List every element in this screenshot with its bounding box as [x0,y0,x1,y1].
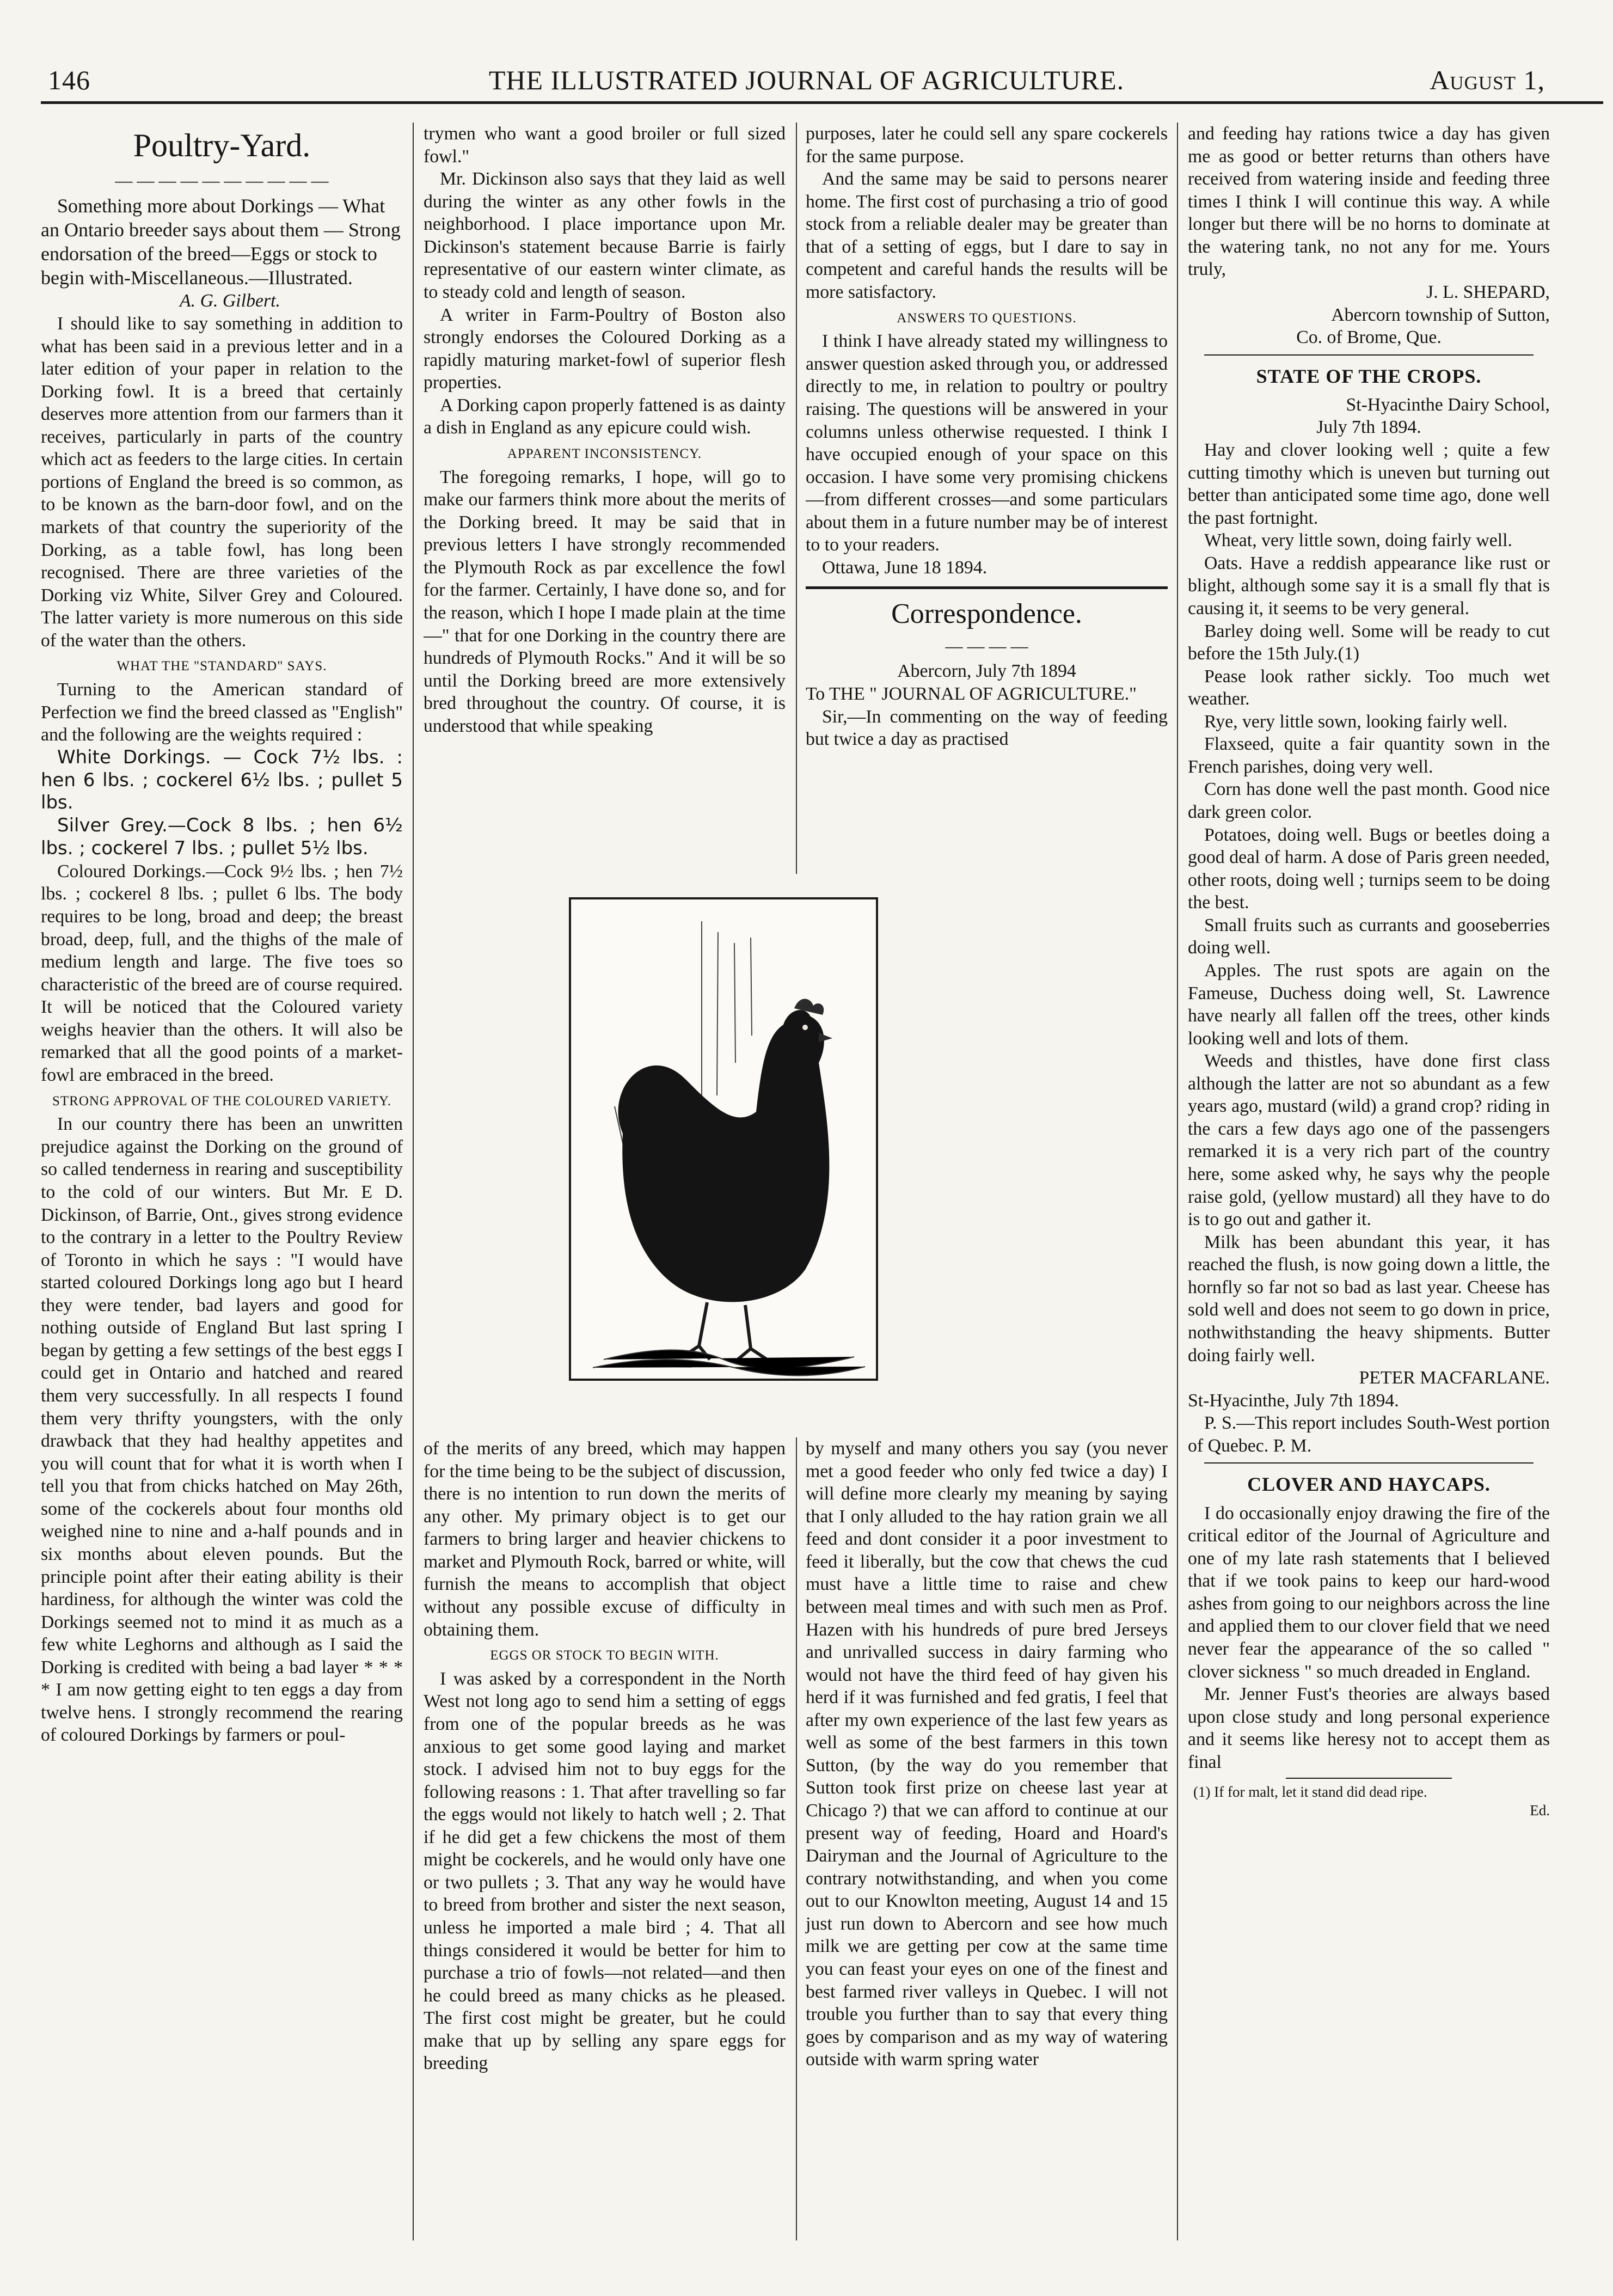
paragraph: Hay and clover looking well ; quite a few cutting timothy which is uneven but turning out better than anticipated some time ago, done well the past fortnight. [1188,440,1550,528]
column-4 [1188,123,1550,1820]
report-date: July 7th 1894. [1316,417,1421,438]
signature: PETER MACFARLANE. [1359,1368,1550,1388]
paragraph: Small fruits such as currants and gooseberries doing well. [1188,915,1550,958]
signature-date: St-Hyacinthe, July 7th 1894. [1188,1390,1399,1411]
article-deck: Something more about Dorkings — What an Ontario breeder says about them — Strong endorsation of the breed—Eggs or stock to begin with-Miscellaneous.—Illustrated. [41,194,401,289]
footnote: (1) If for malt, let it stand did dead ripe. [1193,1784,1427,1801]
issue-date: August 1, [1430,65,1545,95]
paragraph: And the same may be said to persons nearer home. The first cost of purchasing a trio of good stock from a reliable dealer may be greater than that of a setting of eggs, but I dare to say in competent and careful hands the results will be more satisfactory. [806,169,1168,302]
subheading: WHAT THE "STANDARD" SAYS. [116,659,327,674]
column-2-lower [424,1437,786,2075]
paragraph: by myself and many others you say (you never met a good feeder who only fed twice a day) I will define more clearly my meaning by saying that I only alluded to the hay ration grain we all feed and dont consider it a poor investment to feed it liberally, but the cow that chews the cud must have a little time to raise and chew between meal times and with such men as Prof. Hazen with his hundreds of pure bred Jerseys and unrivalled success in dairy farming who would not have the third feed of hay given his herd if it was furnished and fed gratis, I feel that after my own experience of the last few years as well as some of the best farmers in this town Sutton, (by the way do you remember that Sutton took first prize on cheese last year at Chicago ?) that we can afford to continue at our present way of feeding, Hoard and Hoard's Dairyman and the Journal of Agriculture to the contrary notwithstanding, and when you come out to our Knowlton meeting, August 14 and 15 just run down to Abercorn and see how much milk we are getting per cow at the same time you can feast your eyes on one of the finest and best farmed river valleys in Quebec. I will not trouble you further than to say that every thing goes by comparison and as my way of watering outside with warm spring water [806,1438,1168,2070]
column-rule [796,1437,797,2240]
paragraph: Wheat, very little sown, doing fairly well. [1204,530,1512,551]
column-rule [1177,123,1178,2240]
paragraph: A writer in Farm-Poultry of Boston also strongly endorses the Coloured Dorking as a rapidly maturing market-fowl of superior flesh properties. [424,304,786,393]
paragraph: Mr. Jenner Fust's theories are always based upon close study and long personal experience and it seems like heresy not to accept them as final [1188,1684,1550,1772]
column-2 [424,123,786,885]
footnote-signature: Ed. [1530,1802,1550,1819]
section-title-poultry: Poultry-Yard. [133,127,311,163]
paragraph: Sir,—In commenting on the way of feeding but twice a day as practised [806,706,1168,750]
divider: — — — — [945,636,1028,656]
paragraph: Apples. The rust spots are again on the Fameuse, Duchess doing well, St. Lawrence have nearly all fallen off the trees, other kinds looking well and lots of them. [1188,960,1550,1049]
paragraph: and feeding hay rations twice a day has given me as good or better returns than others have received from watering inside and feeding three times I think I will continue this way. A while longer but there will be no horns to dominate at the watering tank, no not any for me. Yours truly, [1188,124,1550,280]
section-title-clover: CLOVER AND HAYCAPS. [1247,1473,1491,1496]
paragraph: I do occasionally enjoy drawing the fire of the critical editor of the Journal of Agriculture and one of my late rash statements that I believed that if we took pains to keep our hard-wood ashes from going to our neighbors across the line and applied them to our clover field that we need never fear the appearance of the so called " clover sickness " so much dreaded in England. [1188,1503,1550,1682]
column-3 [806,123,1168,885]
report-place: St-Hyacinthe Dairy School, [1346,394,1550,415]
divider: — — — — — — — — — — [115,170,329,190]
paragraph: purposes, later he could sell any spare cockerels for the same purpose. [806,124,1168,167]
subheading: APPARENT INCONSISTENCY. [507,446,702,461]
byline: A. G. Gilbert. [180,291,280,311]
paragraph: I should like to say something in addition to what has been said in a previous letter and in a later edition of your paper in relation to the Dorking fowl. It is a breed that certainly deserves more attention from our farmers than it receives, particularly in parts of the country which act as feeders to the large cities. In certain portions of England the breed is so common, as to be known as the barn-door fowl, and on the markets of that country the superiority of the Dorking, as a table fowl, has long been recognised. There are three varieties of the Dorking viz White, Silver Grey and Coloured. The latter variety is more numerous on this side of the water than the others. [41,313,403,651]
paragraph: Barley doing well. Some will be ready to cut before the 15th July.(1) [1188,621,1550,664]
postscript: P. S.—This report includes South-West portion of Quebec. P. M. [1188,1413,1550,1456]
paragraph: The foregoing remarks, I hope, will go to make our farmers think more about the merits of the Dorking breed. It may be said that in previous letters I have strongly recommended the Plymouth Rock as par excellence the fowl for the farmer. Certainly, I have done so, and for the reason, which I hope I made plain at the time—" that for one Dorking in the country there are hundreds of Plymouth Rocks." And it will be so until the Dorking breed are more extensively bred throughout the country. Of course, it is understood that while speaking [424,467,786,736]
weights-coloured: Coloured Dorkings.—Cock 9½ lbs. ; hen 7½ lbs. ; cockerel 8 lbs. ; pullet 6 lbs. The body requires to be long, broad and deep; the breast broad, deep, full, and the thighs of the male of medium length and large. The five toes so characteristic of the breed are of course required. It will be noticed that the Coloured variety weighs heavier than the others. It will also be remarked that all the good points of a market-fowl are embraced in the breed. [41,861,403,1085]
signature-place: Abercorn township of Sutton, [1331,304,1550,325]
letter-address: To THE " JOURNAL OF AGRICULTURE." [806,683,1137,704]
divider [1204,1462,1534,1464]
paragraph: of the merits of any breed, which may happen for the time being to be the subject of discussion, there is no intention to run down the merits of any other. My primary object is to get our farmers to bring larger and heavier chickens to market and Plymouth Rock, barred or white, will furnish the means to accomplish that object without any possible excuse of difficulty in obtaining them. [424,1438,786,1640]
page-number: 146 [48,65,90,95]
paragraph: Oats. Have a reddish appearance like rust or blight, although some say it is a small fly that is causing it, it seems to be very general. [1188,553,1550,619]
paragraph: trymen who want a good broiler or full sized fowl." [424,124,786,167]
signature: J. L. SHEPARD, [1426,281,1550,302]
subheading: EGGS OR STOCK TO BEGIN WITH. [490,1648,719,1663]
column-rule [796,123,797,874]
header-rule [41,101,1603,104]
paragraph: Potatoes, doing well. Bugs or beetles doing a good deal of harm. A dose of Paris green needed, other roots, doing well ; turnips seem to be doing the best. [1188,824,1550,913]
divider [1204,354,1534,356]
section-title-correspondence: Correspondence. [891,598,1082,630]
subheading: STRONG APPROVAL OF THE COLOURED VARIETY. [52,1093,391,1109]
signature-place: Co. of Brome, Que. [1296,327,1442,348]
column-1 [41,123,403,1747]
column-rule [413,123,414,2240]
hen-illustration [569,897,878,1381]
hen-icon [571,899,876,1379]
paragraph: In our country there has been an unwritten prejudice against the Dorking on the ground of so called tenderness in rearing and susceptibility to the cold of our winters. But Mr. E D. Dickinson, of Barrie, Ont., gives strong evidence to the contrary in a letter to the Poultry Review of Toronto in which he says : "I would have started coloured Dorkings long ago but I heard they were tender, bad layers and good for nothing outside of England But last spring I began by getting a few settings of the best eggs I could get in Ontario and hatched and reared them very successfully. In all respects I found them very thrifty youngsters, with the only drawback that they had healthy appetites and you will count that for what it is worth when I tell you that from chicks hatched on May 26th, some of the cockerels about four months old weighed nine to nine and a-half pounds and in six months about eleven pounds. But the principle point after their eating ability is their hardiness, for although the winter was cold the Dorkings seemed not to mind it as much as a few white Leghorns and although as I said the Dorking is credited with being a bad layer * * * * I am now getting eight to ten eggs a day from twelve hens. I strongly recommend the rearing of coloured Dorkings by farmers or poul- [41,1114,403,1746]
weights-white: White Dorkings. — Cock 7½ lbs. : hen 6 lbs. ; cockerel 6½ lbs. ; pullet 5 lbs. [41,746,403,814]
paragraph: Rye, very little sown, looking fairly well. [1204,711,1508,732]
paragraph: Milk has been abundant this year, it has reached the flush, is now going down a little, the hornfly so far not so bad as last year. Cheese has sold well and does not seem to go down in price, nothwithstanding the heavy shipments. Butter doing fairly well. [1188,1232,1550,1366]
divider [806,586,1168,589]
letter-date: Abercorn, July 7th 1894 [897,661,1076,682]
paragraph: Pease look rather sickly. Too much wet weather. [1188,666,1550,709]
paragraph: Mr. Dickinson also says that they laid as well during the winter as any other fowls in the neighborhood. I place importance upon Mr. Dickinson's statement because Barrie is fairly representative of our eastern winter climate, as to steady cold and length of season. [424,169,786,302]
column-3-lower [806,1437,1168,2071]
subheading: ANSWERS TO QUESTIONS. [897,310,1077,326]
dateline: Ottawa, June 18 1894. [822,557,988,578]
paragraph: Weeds and thistles, have done first class although the latter are not so abundant as a few years ago, mustard (wild) a grand crop? riding in the cars a few days ago one of the passengers remarked it is a very rich part of the country here, some asked why, he says why the people raise gold, (yellow mustard) all they have to do is to go out and gather it. [1188,1051,1550,1230]
paragraph: Flaxseed, quite a fair quantity sown in the French parishes, doing very well. [1188,734,1550,777]
paragraph: Corn has done well the past month. Good nice dark green color. [1188,779,1550,823]
paragraph: I was asked by a correspondent in the North West not long ago to send him a setting of eggs from one of the popular breeds as he was anxious to get some good laying and market stock. I advised him not to buy eggs for the following reasons : 1. That after travelling so far the eggs would not likely to hatch well ; 2. That if he did get a few chickens the most of them might be cockerels, and he would only have one or two pullets ; 3. That any way he would have to breed from brother and sister the next season, unless he imported a male bird ; 4. That all things considered it would be better for him to purchase a trio of fowls—not related—and then he could breed as many chicks as he pleased. The first cost might be greater, but he could make that up by selling any spare eggs for breeding [424,1668,786,2074]
paragraph: A Dorking capon properly fattened is as dainty a dish in England as any epicure could wish. [424,395,786,438]
journal-title: THE ILLUSTRATED JOURNAL OF AGRICULTURE. [488,65,1125,95]
section-title-crops: STATE OF THE CROPS. [1256,365,1482,387]
paragraph: Turning to the American standard of Perfection we find the breed classed as "English" and the following are the weights required : [41,679,403,745]
weights-silver: Silver Grey.—Cock 8 lbs. ; hen 6½ lbs. ; cockerel 7 lbs. ; pullet 5½ lbs. [41,815,403,860]
paragraph: I think I have already stated my willingness to answer question asked through you, or addressed directly to me, in relation to poultry or poultry raising. The questions will be answered in your columns unless otherwise requested. I think I have occupied enough of your space on this occasion. I have some very promising chickens—from different crosses—and some particulars about them in a future number may be of interest to to your readers. [806,331,1168,555]
divider [1286,1778,1452,1779]
